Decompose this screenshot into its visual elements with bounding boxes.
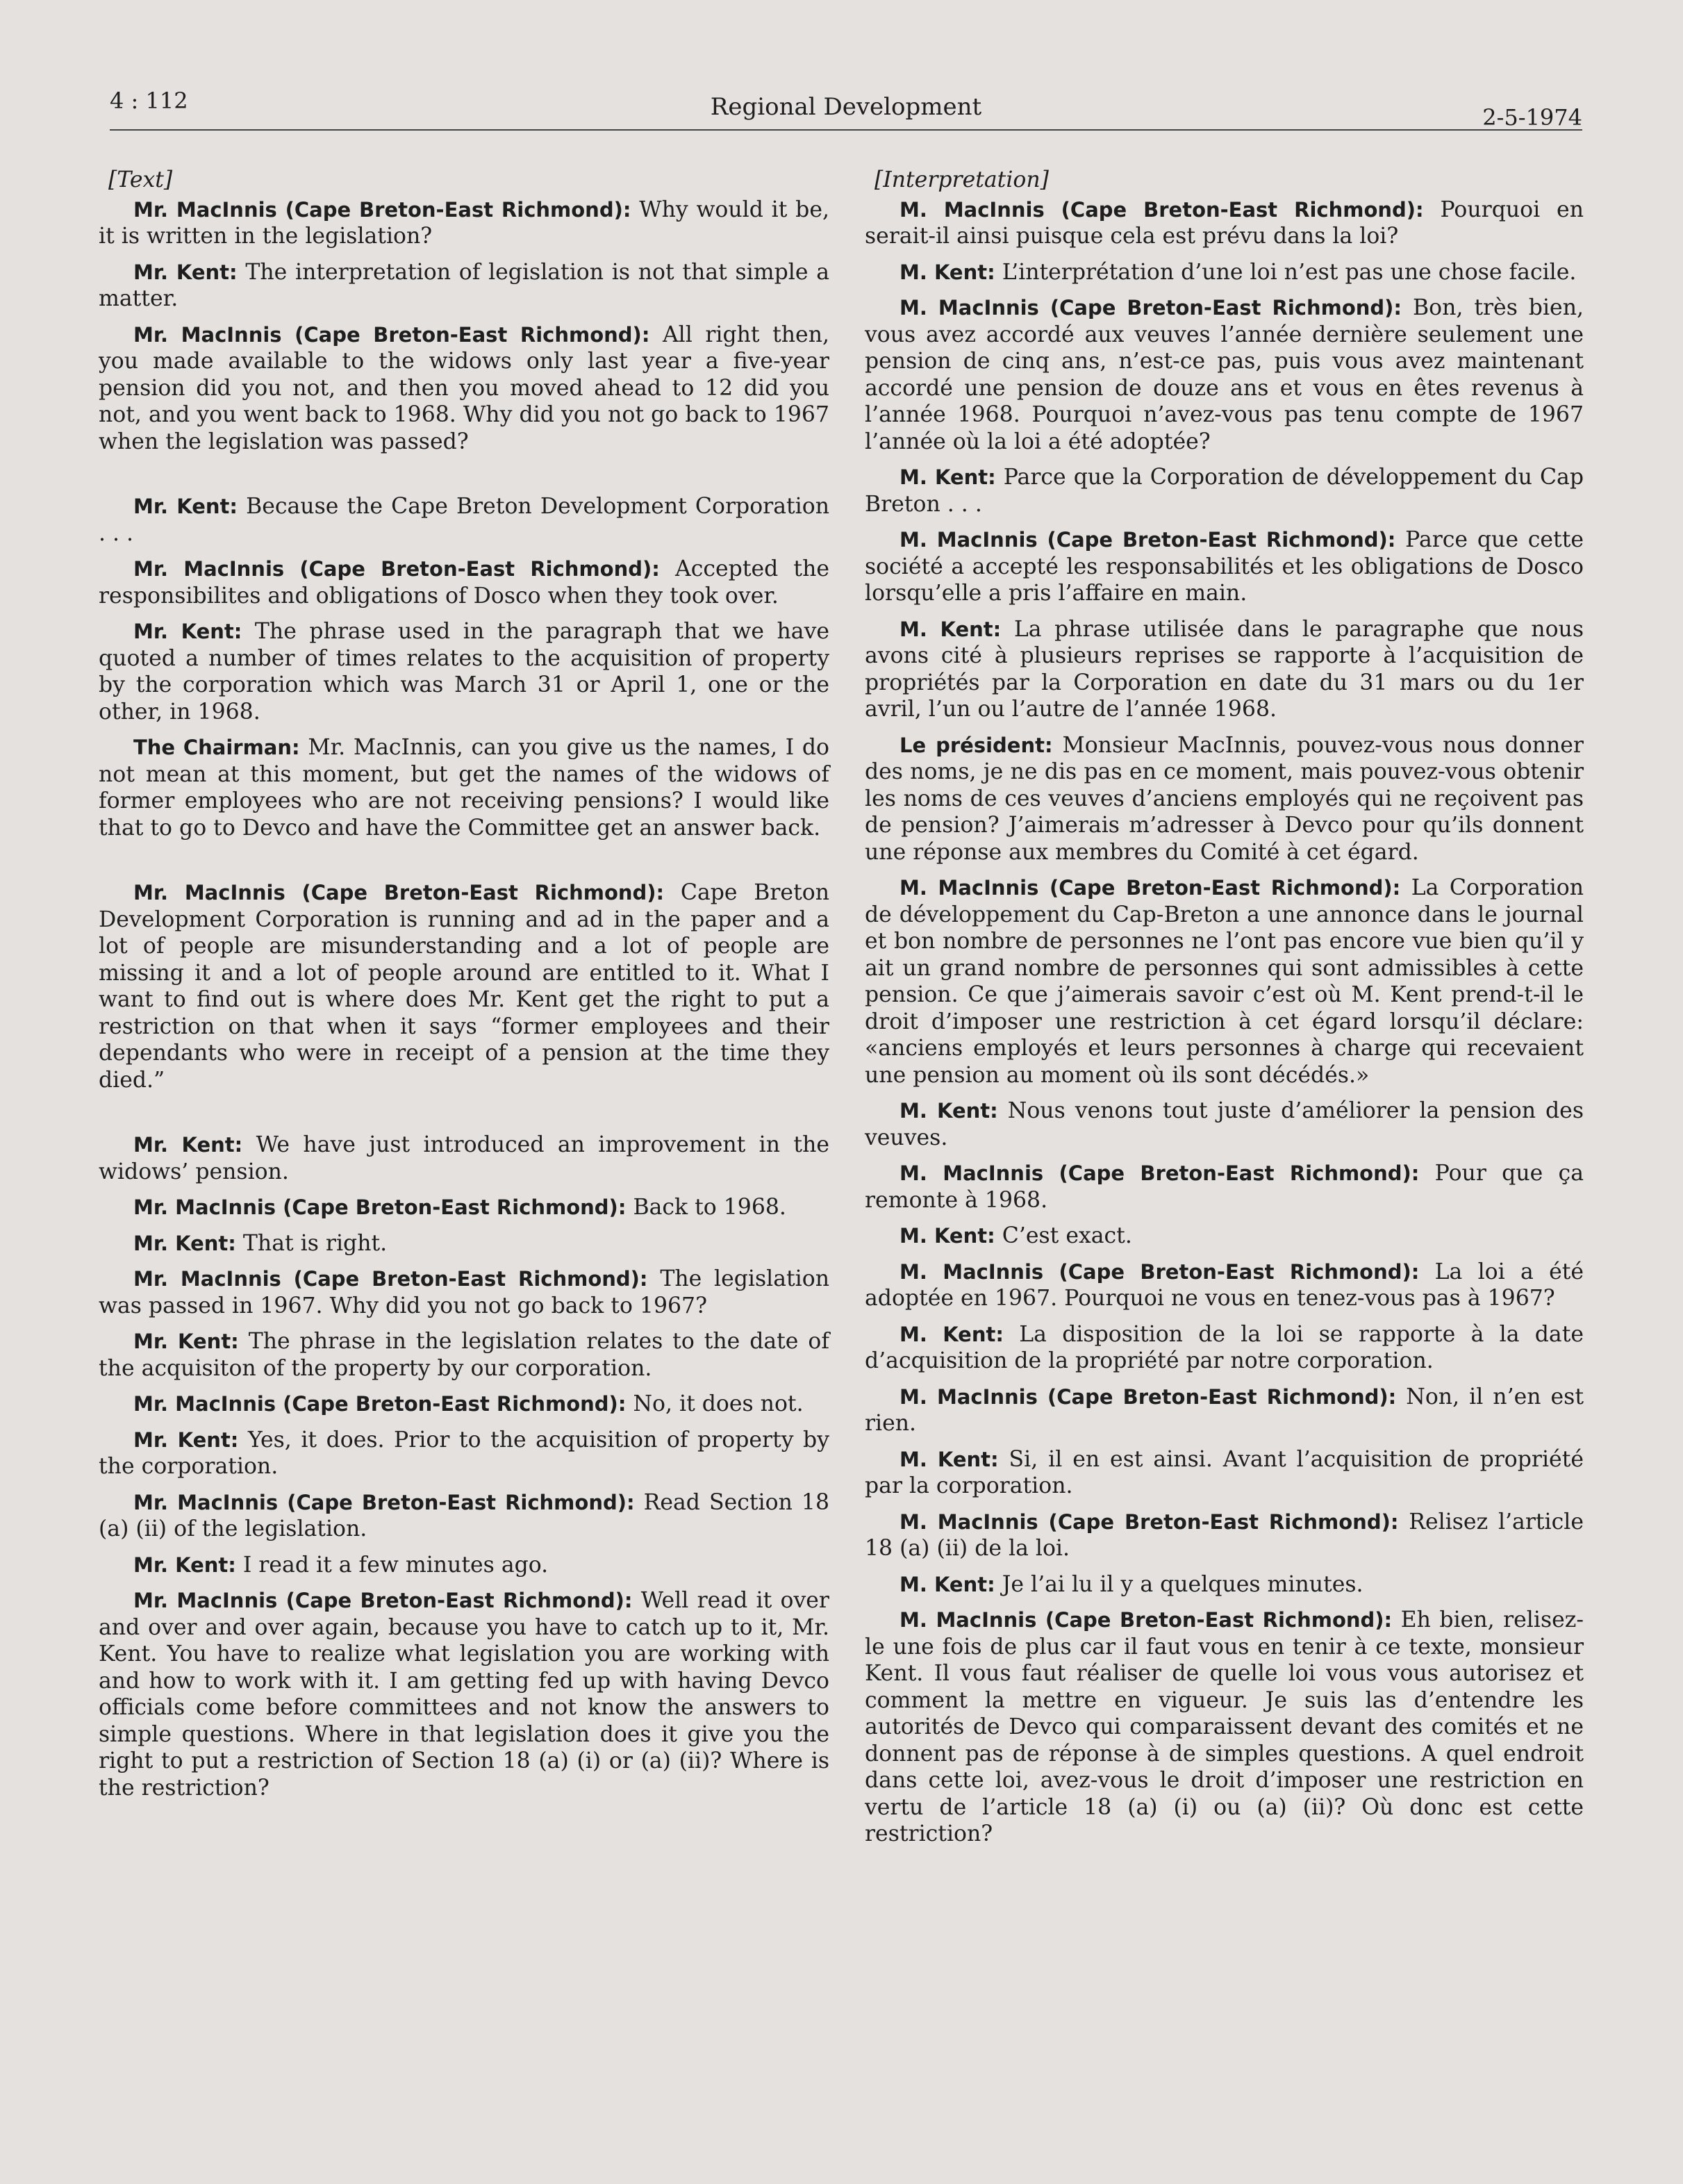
header-date: 2-5-1974: [1482, 104, 1582, 131]
speaker-name: M. MacInnis (Cape Breton-East Richmond):: [899, 197, 1424, 222]
transcript-paragraph: [865, 1607, 1584, 1848]
speech-text: The interpretation of legislation is not that simple a matter.: [99, 259, 830, 311]
speech-text: C’est exact.: [1002, 1223, 1132, 1248]
transcript-paragraph: [865, 464, 1584, 518]
speaker-name: M. MacInnis (Cape Breton-East Richmond):: [899, 528, 1396, 552]
speaker-name: Mr. MacInnis (Cape Breton-East Richmond):: [133, 197, 631, 222]
speaker-name: M. Kent:: [899, 617, 1002, 641]
transcript-paragraph: [99, 1266, 829, 1319]
speech-text: Eh bien, relisez-le une fois de plus car il faut vous en tenir à ce texte, monsieur Kent. Il vous faut réaliser de quelle loi vous vous autorisez et comment la mettre en vigueur. Je suis las d’entendre les autorités de Devco qui comparaissent devant des comités et ne donnent pas de réponse à de simples questions. A quel endroit dans cette loi, avez-vous le droit d’imposer une restriction en vertu de l’article 18 (a) (i) ou (a) (ii)? Où donc est cette restriction?: [865, 1607, 1584, 1846]
transcript-paragraph: [99, 1489, 829, 1543]
transcript-paragraph: [865, 1223, 1584, 1250]
speaker-name: M. Kent:: [899, 260, 995, 284]
speech-text: We have just introduced an improvement in the widows’ pension.: [99, 1132, 829, 1184]
speaker-name: M. MacInnis (Cape Breton-East Richmond):: [899, 296, 1402, 320]
transcript-paragraph: [99, 1194, 829, 1221]
speech-text: Si, il en est ainsi. Avant l’acquisition de propriété par la corporation.: [865, 1446, 1584, 1498]
speaker-name: M. MacInnis (Cape Breton-East Richmond):: [899, 1259, 1420, 1284]
speech-text: Cape Breton Development Corporation is running and ad in the paper and a lot of people are misunderstanding and a lot of people are missing it and a lot of people around are entitled to it. What I want to find out is where does Mr. Kent get the right to put a restriction on that when it says “former employees and their dependants who were in receipt of a pension at the time they died.”: [99, 880, 829, 1093]
speaker-name: M. Kent:: [899, 1572, 995, 1596]
speech-text: La phrase utilisée dans le paragraphe que nous avons cité à plusieurs reprises se rapporte à l’acquisition de propriétés par la Corporation en date du 31 mars ou du 1er avril, l’un ou l’autre de l’année 1968.: [865, 616, 1584, 722]
interpretation-label: [Interpretation]: [874, 167, 1049, 192]
speech-text: Back to 1968.: [633, 1195, 786, 1220]
speech-text: I read it a few minutes ago.: [242, 1552, 549, 1578]
speech-text: L’interprétation d’une loi n’est pas une chose facile.: [1002, 259, 1577, 285]
transcript-paragraph: [99, 734, 829, 841]
speech-text: The phrase used in the paragraph that we have quoted a number of times relates to the acquisition of property by the corporation which was March 31 or April 1, one or the other, in 1968.: [99, 619, 830, 725]
speaker-name: Mr. Kent:: [133, 1330, 239, 1353]
speaker-name: Mr. MacInnis (Cape Breton-East Richmond):: [133, 557, 660, 581]
speech-text: Well read it over and over and over again, because you have to catch up to it, Mr. Kent. You have to realize what legislation you are working with and how to work with it. I am getting fed up with having Devco officials come before committees and not know the answers to simple questions. Where in that legislation does it give you the right to put a restriction of Section 18 (a) (i) or (a) (ii)? Where is the restriction?: [99, 1588, 829, 1801]
speaker-name: M. MacInnis (Cape Breton-East Richmond):: [899, 1608, 1393, 1632]
speaker-name: M. Kent:: [899, 1322, 1004, 1346]
speech-text: La loi a été adoptée en 1967. Pourquoi ne vous en tenez-vous pas à 1967?: [865, 1259, 1584, 1311]
speech-text: Accepted the responsibilites and obligations of Dosco when they took over.: [99, 556, 829, 609]
speech-text: Read Section 18 (a) (ii) of the legislation.: [99, 1489, 830, 1541]
transcript-paragraph: [865, 295, 1584, 455]
speaker-name: Mr. Kent:: [133, 1231, 236, 1255]
speech-text: Parce que la Corporation de développement du Cap Breton . . .: [865, 465, 1584, 517]
transcript-paragraph: [99, 493, 829, 547]
speaker-name: M. MacInnis (Cape Breton-East Richmond):: [899, 1509, 1399, 1534]
speech-text: Nous venons tout juste d’améliorer la pension des veuves.: [865, 1098, 1584, 1150]
transcript-paragraph: [99, 197, 829, 250]
speaker-name: Mr. Kent:: [133, 1428, 239, 1452]
speech-text: Pourquoi en serait-il ainsi puisque cela est prévu dans la loi?: [865, 197, 1584, 249]
speaker-name: Mr. MacInnis (Cape Breton-East Richmond):: [133, 1589, 633, 1612]
transcript-paragraph: [865, 1509, 1584, 1562]
transcript-paragraph: [99, 1552, 829, 1579]
transcript-paragraph: [865, 1098, 1584, 1151]
transcript-paragraph: [99, 1391, 829, 1418]
transcript-paragraph: [865, 1160, 1584, 1214]
speaker-name: Mr. Kent:: [133, 620, 242, 643]
speaker-name: M. Kent:: [899, 465, 996, 489]
transcript-paragraph: [99, 1427, 829, 1480]
speaker-name: Mr. Kent:: [133, 1133, 243, 1157]
transcript-paragraph: [99, 556, 829, 609]
speech-text: Yes, it does. Prior to the acquisition of property by the corporation.: [99, 1427, 830, 1479]
transcript-paragraph: [865, 1446, 1584, 1500]
transcript-paragraph: [99, 259, 829, 313]
speaker-name: M. MacInnis (Cape Breton-East Richmond):: [899, 1384, 1397, 1409]
speaker-name: Mr. Kent:: [133, 260, 238, 284]
speech-text: Why would it be, it is written in the legislation?: [99, 197, 829, 249]
transcript-paragraph: [865, 1384, 1584, 1437]
text-label: [Text]: [108, 167, 173, 192]
transcript-paragraph: [99, 322, 829, 456]
transcript-paragraph: [865, 1259, 1584, 1312]
french-column: [865, 167, 1584, 1857]
speaker-name: Mr. Kent:: [133, 1553, 236, 1577]
transcript-paragraph: [99, 1230, 829, 1257]
speech-text: La disposition de la loi se rapporte à la date d’acquisition de la propriété par notre corporation.: [865, 1321, 1584, 1373]
speech-text: No, it does not.: [633, 1391, 804, 1416]
speaker-name: The Chairman:: [133, 736, 300, 759]
speaker-name: M. MacInnis (Cape Breton-East Richmond):: [899, 1161, 1420, 1185]
english-column: [99, 167, 829, 1810]
transcript-paragraph: [99, 1328, 829, 1382]
transcript-paragraph: [865, 1571, 1584, 1598]
speaker-name: Mr. MacInnis (Cape Breton-East Richmond):: [133, 1392, 627, 1416]
speaker-name: Mr. Kent:: [133, 495, 238, 518]
speech-text: Je l’ai lu il y a quelques minutes.: [1002, 1571, 1363, 1597]
transcript-paragraph: [865, 1321, 1584, 1375]
transcript-paragraph: [99, 618, 829, 725]
page-number: 4 : 112: [110, 88, 188, 114]
transcript-paragraph: [865, 875, 1584, 1089]
speech-text: Relisez l’article 18 (a) (ii) de la loi.: [865, 1509, 1584, 1561]
speaker-name: Mr. MacInnis (Cape Breton-East Richmond):: [133, 1267, 648, 1291]
speech-text: Mr. MacInnis, can you give us the names, I do not mean at this moment, but get the names of the widows of former employees who are not receiving pensions? I would like that to go to Devco and have the Committee get an answer back.: [99, 735, 829, 841]
speech-text: Monsieur MacInnis, pouvez-vous nous donner des noms, je ne dis pas en ce moment, mais pouvez-vous obtenir les noms de ces veuves d’anciens employés qui ne reçoivent pas de pension? J’aimerais m’adresser à Devco pour qu’ils donnent une réponse aux membres du Comité à cet égard.: [865, 732, 1584, 865]
transcript-paragraph: [99, 1587, 829, 1801]
page-header: [110, 88, 1582, 131]
speech-text: Pour que ça remonte à 1968.: [865, 1161, 1584, 1213]
transcript-paragraph: [865, 527, 1584, 607]
speaker-name: M. Kent:: [899, 1099, 998, 1123]
speech-text: Parce que cette société a accepté les responsabilités et les obligations de Dosco lorsqu’elle a pris l’affaire en main.: [865, 527, 1584, 606]
speaker-name: M. Kent:: [899, 1447, 999, 1471]
speaker-name: Mr. MacInnis (Cape Breton-East Richmond):: [133, 322, 650, 347]
speech-text: Because the Cape Breton Development Corporation . . .: [99, 494, 829, 546]
speech-text: All right then, you made available to the widows only last year a five-year pension did you not, and then you moved ahead to 12 did you not, and you went back to 1968. Why did you not go back to 1967 when the legislation was passed?: [99, 322, 829, 454]
speech-text: The legislation was passed in 1967. Why did you not go back to 1967?: [99, 1266, 829, 1318]
speaker-name: Le président:: [899, 733, 1053, 757]
speaker-name: M. Kent:: [899, 1224, 995, 1248]
transcript-paragraph: [865, 732, 1584, 866]
speaker-name: M. MacInnis (Cape Breton-East Richmond):: [899, 876, 1401, 900]
speech-text: Bon, très bien, vous avez accordé aux veuves l’année dernière seulement une pension de cinq ans, n’est-ce pas, puis vous avez maintenant accordé une pension de douze ans et vous en êtes revenus à l’année 1968. Pourquoi n’avez-vous pas tenu compte de 1967 l’année où la loi a été adoptée?: [865, 295, 1584, 454]
speaker-name: Mr. MacInnis (Cape Breton-East Richmond):: [133, 881, 665, 904]
speaker-name: Mr. MacInnis (Cape Breton-East Richmond):: [133, 1196, 627, 1219]
running-title: Regional Development: [710, 93, 982, 121]
speech-text: Non, il n’en est rien.: [865, 1384, 1584, 1436]
transcript-paragraph: [865, 259, 1584, 286]
speech-text: La Corporation de développement du Cap-Breton a une annonce dans le journal et bon nombre de personnes ne l’ont pas encore vue bien qu’il y ait un grand nombre de personnes qui sont admissibles à cette pension. Ce que j’aimerais savoir c’est où M. Kent prend-t-il le droit d’imposer une restriction à cet égard lorsqu’il déclare: «anciens employés et leurs personnes à charge qui recevaient une pension au moment où ils sont décédés.»: [865, 875, 1584, 1088]
speech-text: That is right.: [242, 1230, 388, 1256]
transcript-paragraph: [865, 197, 1584, 250]
transcript-paragraph: [865, 616, 1584, 723]
transcript-paragraph: [99, 1132, 829, 1185]
speech-text: The phrase in the legislation relates to the date of the acquisiton of the property by our corporation.: [99, 1329, 829, 1381]
transcript-paragraph: [99, 879, 829, 1093]
speaker-name: Mr. MacInnis (Cape Breton-East Richmond):: [133, 1490, 635, 1514]
